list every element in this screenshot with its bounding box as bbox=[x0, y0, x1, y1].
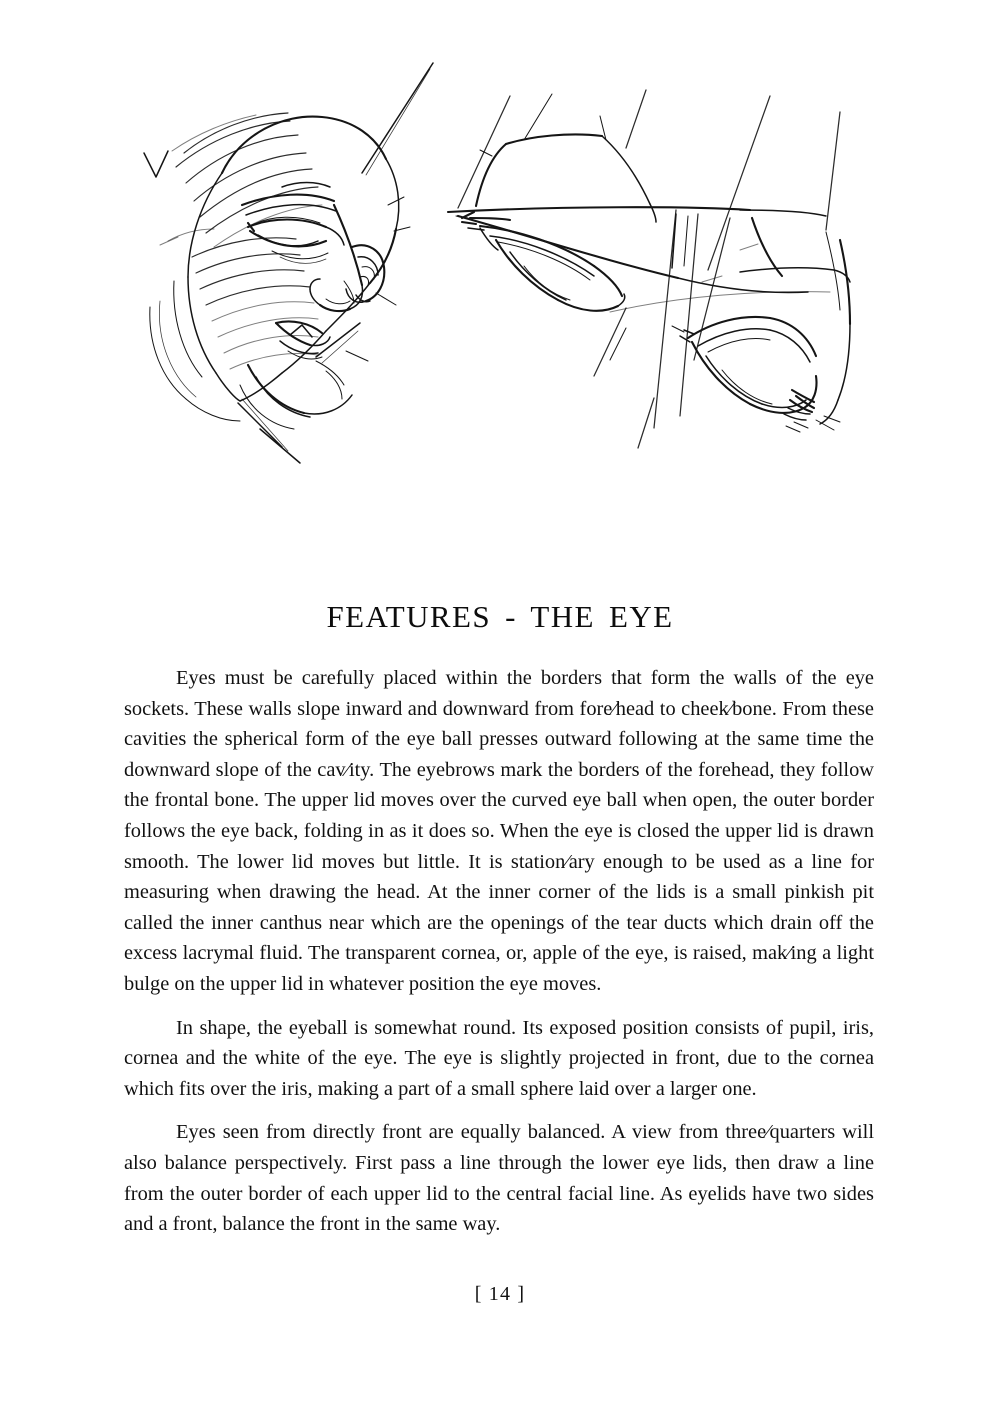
paragraph: Eyes must be carefully placed within the borders that form the walls of the eye sockets. These walls slope inward and downward from fore⁄head to cheek⁄bone. From these cavities the spherical form of the eye ball presses outward following at the same time the downward slope of the cav⁄ity. The eyebrows mark the borders of the forehead, they follow the frontal bone. The upper lid moves over the curved eye ball when open, the outer border follows the eye back, folding in as it does so. When the eye is closed the upper lid is drawn smooth. The lower lid moves but little. It is station⁄ary enough to be used as a line for measuring when drawing the head. At the inner corner of the lids is a small pinkish pit called the inner canthus near which are the openings of the tear ducts which drain off the excess lacrymal fluid. The transparent cornea, or, apple of the eye, is raised, mak⁄ing a light bulge on the upper lid in whatever position the eye moves. bbox=[124, 667, 874, 995]
paragraph: In shape, the eyeball is somewhat round. Its exposed position consists of pupil, iris, cornea and the white of the eye. The eye is slightly projected in front, due to the cornea which fits over the iris, making a part of a small sphere laid over a larger one. bbox=[124, 1016, 874, 1100]
page-title: FEATURES - THE EYE bbox=[326, 598, 674, 634]
illustration-band bbox=[0, 40, 1000, 490]
eye-construction-diagram bbox=[440, 60, 890, 480]
page-number: [ 14 ] bbox=[474, 1283, 526, 1305]
body-text bbox=[124, 663, 874, 1240]
head-three-quarter-sketch bbox=[130, 55, 470, 475]
paragraph: Eyes seen from directly front are equally balanced. A view from three⁄quarters will also balance perspectively. First pass a line through the lower eye lids, then draw a line from the outer border of each upper lid to the central facial line. As eyelids have two sides and a front, balance the front in the same way. bbox=[124, 1121, 874, 1236]
